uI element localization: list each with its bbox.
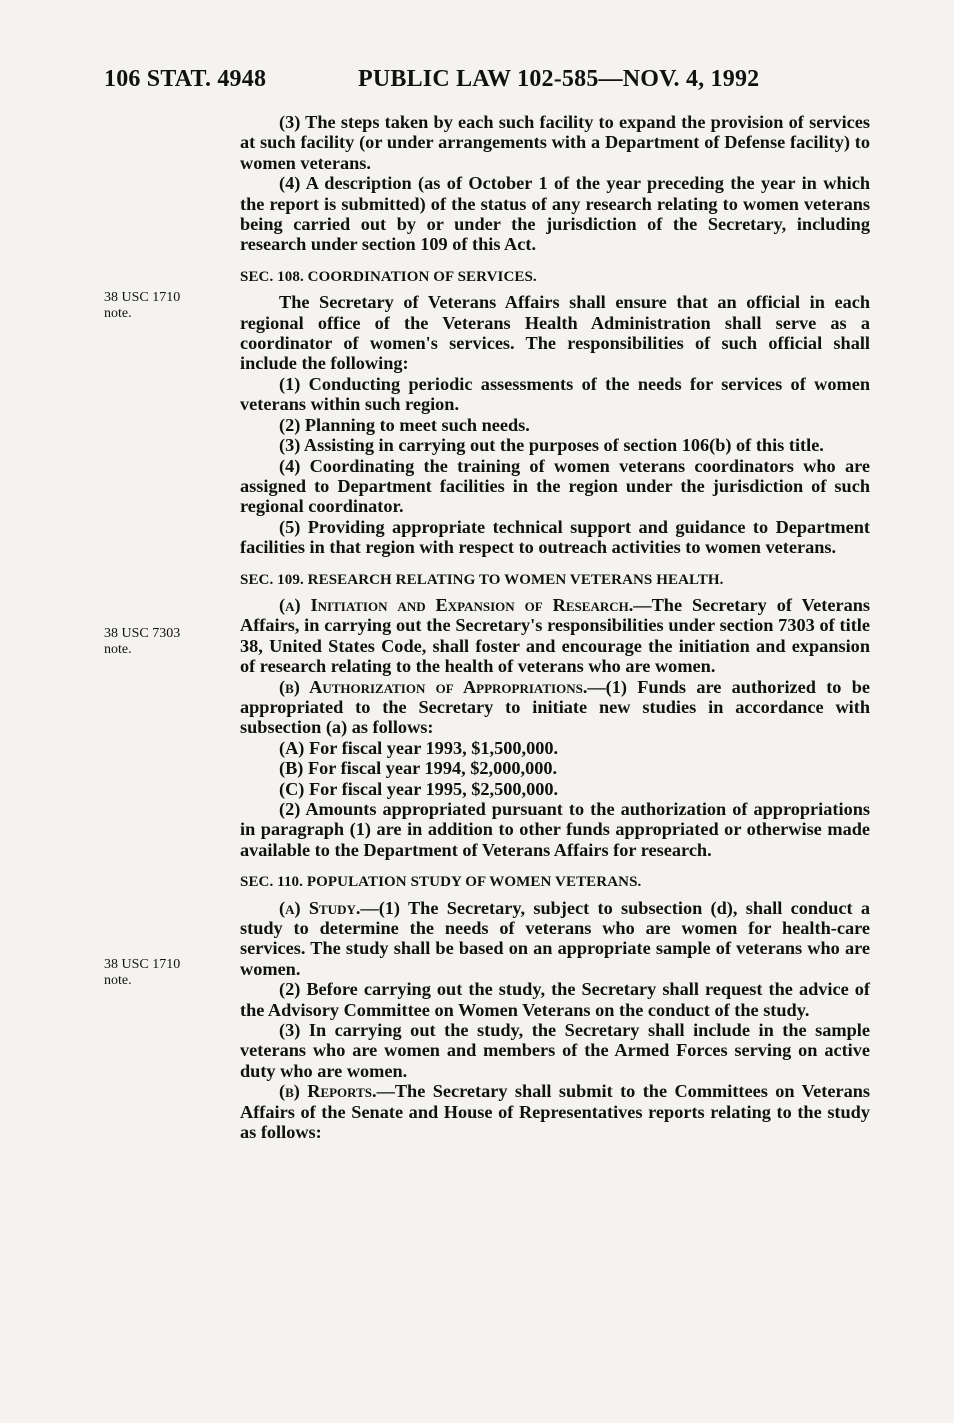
paragraph: (A) For fiscal year 1993, $1,500,000. (279, 737, 559, 758)
paragraph: (1) Conducting periodic assessments of the needs for services of women veterans within such region. (240, 373, 870, 415)
paragraph (240, 677, 870, 738)
margin-note-code: 38 USC 7303 (104, 626, 181, 641)
paragraph-text: —The Secretary shall submit to the Committees on Veterans Affairs of the Senate and House of Representatives reports relating to the study as follows: (240, 1081, 870, 1143)
stat-citation: 106 STAT. 4948 (104, 66, 267, 92)
paragraph: (2) Amounts appropriated pursuant to the authorization of appropriations in paragraph (1) are in addition to other funds appropriated or otherwise made available to the Department of Veterans Affairs for research. (240, 799, 870, 860)
paragraph (240, 898, 870, 980)
margin-note-sec-109 (104, 626, 180, 658)
margin-note-code: 38 USC 1710 (104, 290, 181, 305)
subsection-heading: (a) Study. (279, 897, 361, 918)
paragraph: (5) Providing appropriate technical support and guidance to Department facilities in that region with respect to outreach activities to women veterans. (240, 516, 870, 558)
paragraph: (3) Assisting in carrying out the purposes of section 106(b) of this title. (279, 435, 824, 456)
paragraph-text: —(1) The Secretary, subject to subsection (d), shall conduct a study to determine the needs of veterans who are women for health-care services. The study shall be based on an appropriate sample of veterans who are women. (240, 897, 870, 979)
paragraph-text: —(1) Funds are authorized to be appropriated to the Secretary to initiate new studies in accordance with subsection (a) as follows: (240, 676, 870, 738)
law-citation: PUBLIC LAW 102-585—NOV. 4, 1992 (358, 66, 760, 92)
subsection-heading: (a) Initiation and Expansion of Research. (279, 594, 634, 615)
paragraph: (C) For fiscal year 1995, $2,500,000. (279, 778, 559, 799)
margin-note-label: note. (104, 306, 132, 321)
section-heading: SEC. 108. COORDINATION OF SERVICES. (240, 268, 537, 285)
paragraph (240, 595, 870, 677)
paragraph-text: —The Secretary of Veterans Affairs, in carrying out the Secretary's responsibilities under section 7303 of title 38, United States Code, shall foster and encourage the initiation and expansion of research relating to the health of veterans who are women. (240, 594, 870, 677)
paragraph: (B) For fiscal year 1994, $2,000,000. (279, 758, 558, 779)
section-heading: SEC. 109. RESEARCH RELATING TO WOMEN VETERANS HEALTH. (240, 571, 724, 588)
margin-note-label: note. (104, 973, 132, 988)
paragraph: (3) The steps taken by each such facility to expand the provision of services at such facility (or under arrangements with a Department of Defense facility) to women veterans. (240, 112, 870, 173)
page-header (104, 66, 864, 100)
document-body (240, 112, 870, 1143)
paragraph: (4) A description (as of October 1 of the year preceding the year in which the report is submitted) of the status of any research relating to women veterans being carried out by or under the jurisdiction of the Secretary, including research under section 109 of this Act. (240, 173, 870, 255)
paragraph: (3) In carrying out the study, the Secretary shall include in the sample veterans who are women and members of the Armed Forces serving on active duty who are women. (240, 1020, 870, 1081)
subsection-heading: (b) Reports. (279, 1081, 377, 1102)
paragraph: (2) Planning to meet such needs. (279, 414, 530, 435)
paragraph (240, 1081, 870, 1142)
section-heading: SEC. 110. POPULATION STUDY OF WOMEN VETERANS. (240, 874, 642, 891)
margin-note-label: note. (104, 642, 132, 657)
paragraph: The Secretary of Veterans Affairs shall ensure that an official in each regional office of the Veterans Health Administration shall serve as a coordinator of women's services. The responsibilities of such official shall include the following: (240, 292, 870, 374)
paragraph: (4) Coordinating the training of women veterans coordinators who are assigned to Department facilities in the region under the jurisdiction of such regional coordinator. (240, 455, 870, 517)
margin-note-sec-108 (104, 290, 180, 322)
subsection-heading: (b) Authorization of Appropriations. (279, 676, 588, 697)
margin-note-sec-110 (104, 957, 180, 989)
paragraph: (2) Before carrying out the study, the Secretary shall request the advice of the Advisory Committee on Women Veterans on the conduct of the study. (240, 979, 870, 1020)
margin-note-code: 38 USC 1710 (104, 957, 181, 972)
